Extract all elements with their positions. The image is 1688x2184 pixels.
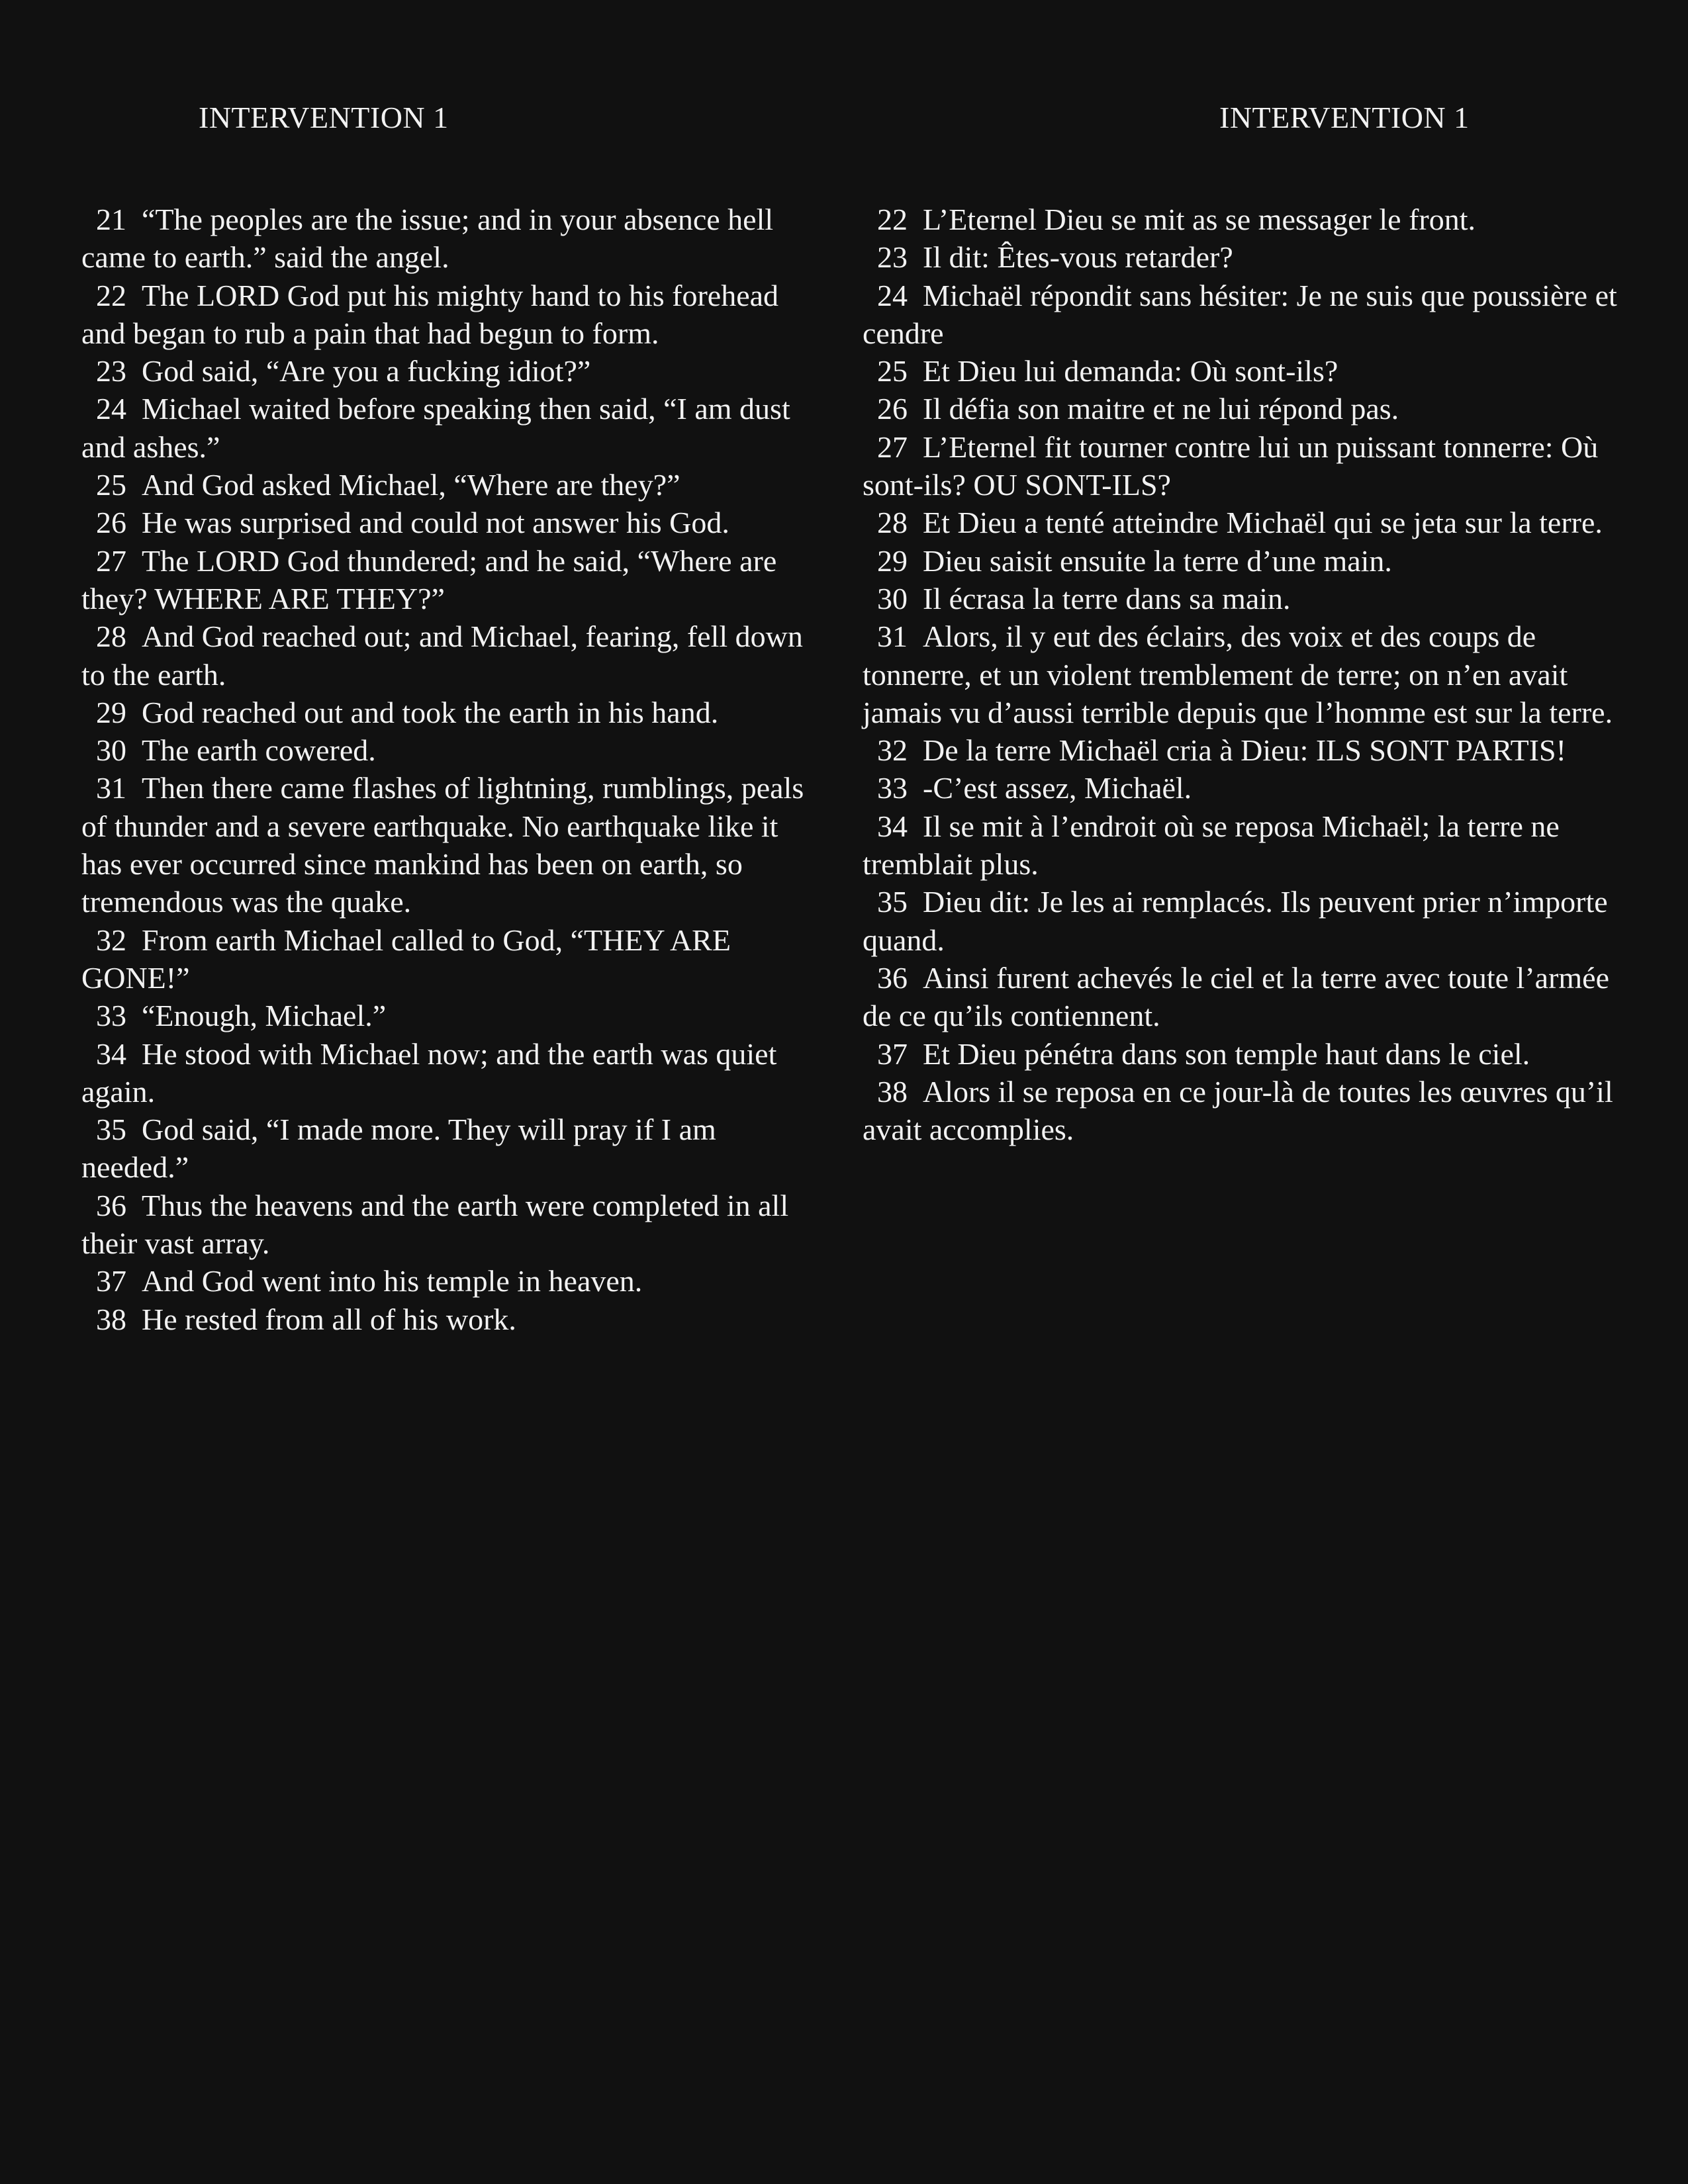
- verse-text: Michael waited before speaking then said, “I am dust and ashes.”: [81, 392, 790, 464]
- verse-text: Dieu saisit ensuite la terre d’une main.: [923, 543, 1392, 578]
- verse-37: [81, 1262, 826, 1300]
- verset-26: [863, 390, 1644, 428]
- verse-text: Michaël répondit sans hésiter: Je ne suis que poussière et cendre: [863, 278, 1617, 350]
- verse-text: Il se mit à l’endroit où se reposa Michaël; la terre ne tremblait plus.: [863, 809, 1560, 882]
- verse-number: 32: [877, 733, 908, 768]
- verse-number: 25: [877, 354, 908, 388]
- verse-21: [81, 201, 826, 277]
- verse-text: God reached out and took the earth in his hand.: [142, 695, 719, 729]
- verse-text: “The peoples are the issue; and in your absence hell came to earth.” said the angel.: [81, 203, 774, 275]
- verse-text: Et Dieu a tenté atteindre Michaël qui se jeta sur la terre.: [923, 506, 1603, 540]
- verse-text: He was surprised and could not answer his God.: [142, 506, 729, 540]
- page-header-right: INTERVENTION 1: [1219, 101, 1470, 134]
- verse-text: And God went into his temple in heaven.: [142, 1264, 643, 1298]
- verse-text: He rested from all of his work.: [142, 1302, 516, 1336]
- verse-number: 29: [96, 695, 126, 729]
- verse-text: L’Eternel Dieu se mit as se messager le front.: [923, 203, 1476, 236]
- verset-38: [863, 1073, 1644, 1149]
- verset-25: [863, 352, 1644, 390]
- verse-33: [81, 997, 826, 1034]
- verset-27: [863, 428, 1644, 504]
- verse-number: 33: [877, 771, 908, 805]
- verse-23: [81, 352, 826, 390]
- verse-text: “Enough, Michael.”: [142, 999, 387, 1033]
- verse-number: 26: [96, 506, 126, 540]
- verse-number: 34: [877, 809, 908, 843]
- verse-text: Il dit: Êtes-vous retarder?: [923, 240, 1233, 275]
- verse-number: 28: [96, 619, 126, 654]
- verse-number: 26: [877, 392, 908, 426]
- verse-29: [81, 694, 826, 731]
- verse-number: 29: [877, 543, 908, 578]
- verse-32: [81, 921, 826, 997]
- verse-text: The LORD God put his mighty hand to his forehead and began to rub a pain that had begun to form.: [81, 278, 779, 350]
- verse-text: He stood with Michael now; and the earth was quiet again.: [81, 1036, 777, 1109]
- verse-text: De la terre Michaël cria à Dieu: ILS SONT PARTIS!: [923, 733, 1566, 768]
- verse-number: 30: [96, 733, 126, 768]
- verse-35: [81, 1111, 826, 1187]
- verse-text: God said, “Are you a fucking idiot?”: [142, 354, 591, 388]
- verset-29: [863, 542, 1644, 580]
- verse-number: 35: [96, 1113, 126, 1147]
- verse-text: Et Dieu pénétra dans son temple haut dans le ciel.: [923, 1036, 1530, 1071]
- verse-text: Dieu dit: Je les ai remplacés. Ils peuvent prier n’importe quand.: [863, 885, 1608, 957]
- verse-27: [81, 542, 826, 618]
- verse-number: 37: [96, 1264, 126, 1298]
- verse-number: 31: [96, 771, 126, 805]
- verse-number: 24: [96, 392, 126, 426]
- verse-38: [81, 1300, 826, 1338]
- french-column: [863, 201, 1644, 1148]
- verset-24: [863, 277, 1644, 353]
- verset-23: [863, 238, 1644, 276]
- verset-28: [863, 504, 1644, 541]
- verse-25: [81, 466, 826, 504]
- verse-34: [81, 1035, 826, 1111]
- verse-text: Il écrasa la terre dans sa main.: [923, 581, 1291, 615]
- verse-text: Et Dieu lui demanda: Où sont-ils?: [923, 354, 1338, 388]
- verset-32: [863, 731, 1644, 769]
- verse-26: [81, 504, 826, 541]
- verse-number: 21: [96, 203, 126, 236]
- verse-number: 27: [877, 430, 908, 464]
- verse-number: 36: [96, 1188, 126, 1222]
- verse-text: Ainsi furent achevés le ciel et la terre avec toute l’armée de ce qu’ils contiennent.: [863, 960, 1609, 1033]
- verse-number: 37: [877, 1036, 908, 1071]
- verse-text: -C’est assez, Michaël.: [923, 771, 1192, 805]
- verset-31: [863, 617, 1644, 731]
- verse-31: [81, 769, 826, 921]
- verse-number: 35: [877, 885, 908, 919]
- verse-text: Il défia son maitre et ne lui répond pas.: [923, 392, 1399, 426]
- verse-text: Then there came flashes of lightning, rumblings, peals of thunder and a severe earthquake. No earthquake like it has ever occurred since mankind has been on earth, so tremendous was the quake.: [81, 771, 804, 919]
- verset-30: [863, 580, 1644, 617]
- verse-24: [81, 390, 826, 466]
- verset-37: [863, 1035, 1644, 1073]
- verse-number: 38: [877, 1074, 908, 1109]
- verse-text: God said, “I made more. They will pray if I am needed.”: [81, 1113, 716, 1185]
- verset-33: [863, 769, 1644, 807]
- verse-number: 27: [96, 543, 126, 578]
- verset-35: [863, 883, 1644, 959]
- verse-text: Alors il se reposa en ce jour-là de toutes les œuvres qu’il avait accomplies.: [863, 1074, 1613, 1147]
- page-header-left: INTERVENTION 1: [199, 101, 449, 134]
- verset-34: [863, 807, 1644, 884]
- verse-22: [81, 277, 826, 353]
- verse-number: 22: [877, 203, 908, 236]
- verse-number: 31: [877, 619, 908, 654]
- verse-number: 36: [877, 960, 908, 995]
- verset-36: [863, 959, 1644, 1035]
- verse-number: 28: [877, 506, 908, 540]
- verse-number: 30: [877, 581, 908, 615]
- verse-text: From earth Michael called to God, “THEY ARE GONE!”: [81, 923, 731, 995]
- verse-text: And God reached out; and Michael, fearing, fell down to the earth.: [81, 619, 803, 692]
- verse-number: 24: [877, 278, 908, 312]
- verse-number: 25: [96, 468, 126, 502]
- verse-text: Alors, il y eut des éclairs, des voix et des coups de tonnerre, et un violent tremblement de terre; on n’en avait jamais vu d’aussi terrible depuis que l’homme est sur la terre.: [863, 619, 1613, 729]
- verse-number: 34: [96, 1036, 126, 1071]
- verse-number: 32: [96, 923, 126, 957]
- verse-number: 23: [96, 354, 126, 388]
- verse-36: [81, 1187, 826, 1263]
- verse-number: 33: [96, 999, 126, 1033]
- verse-number: 23: [877, 240, 908, 275]
- verse-number: 22: [96, 278, 126, 312]
- verse-text: The earth cowered.: [142, 733, 376, 768]
- english-column: [81, 201, 826, 1338]
- verset-22: [863, 201, 1644, 238]
- verse-text: Thus the heavens and the earth were completed in all their vast array.: [81, 1188, 789, 1261]
- verse-number: 38: [96, 1302, 126, 1336]
- verse-30: [81, 731, 826, 769]
- verse-text: L’Eternel fit tourner contre lui un puissant tonnerre: Où sont-ils? OU SONT-ILS?: [863, 430, 1599, 502]
- verse-text: And God asked Michael, “Where are they?”: [142, 468, 680, 502]
- verse-28: [81, 617, 826, 694]
- verse-text: The LORD God thundered; and he said, “Where are they? WHERE ARE THEY?”: [81, 543, 777, 615]
